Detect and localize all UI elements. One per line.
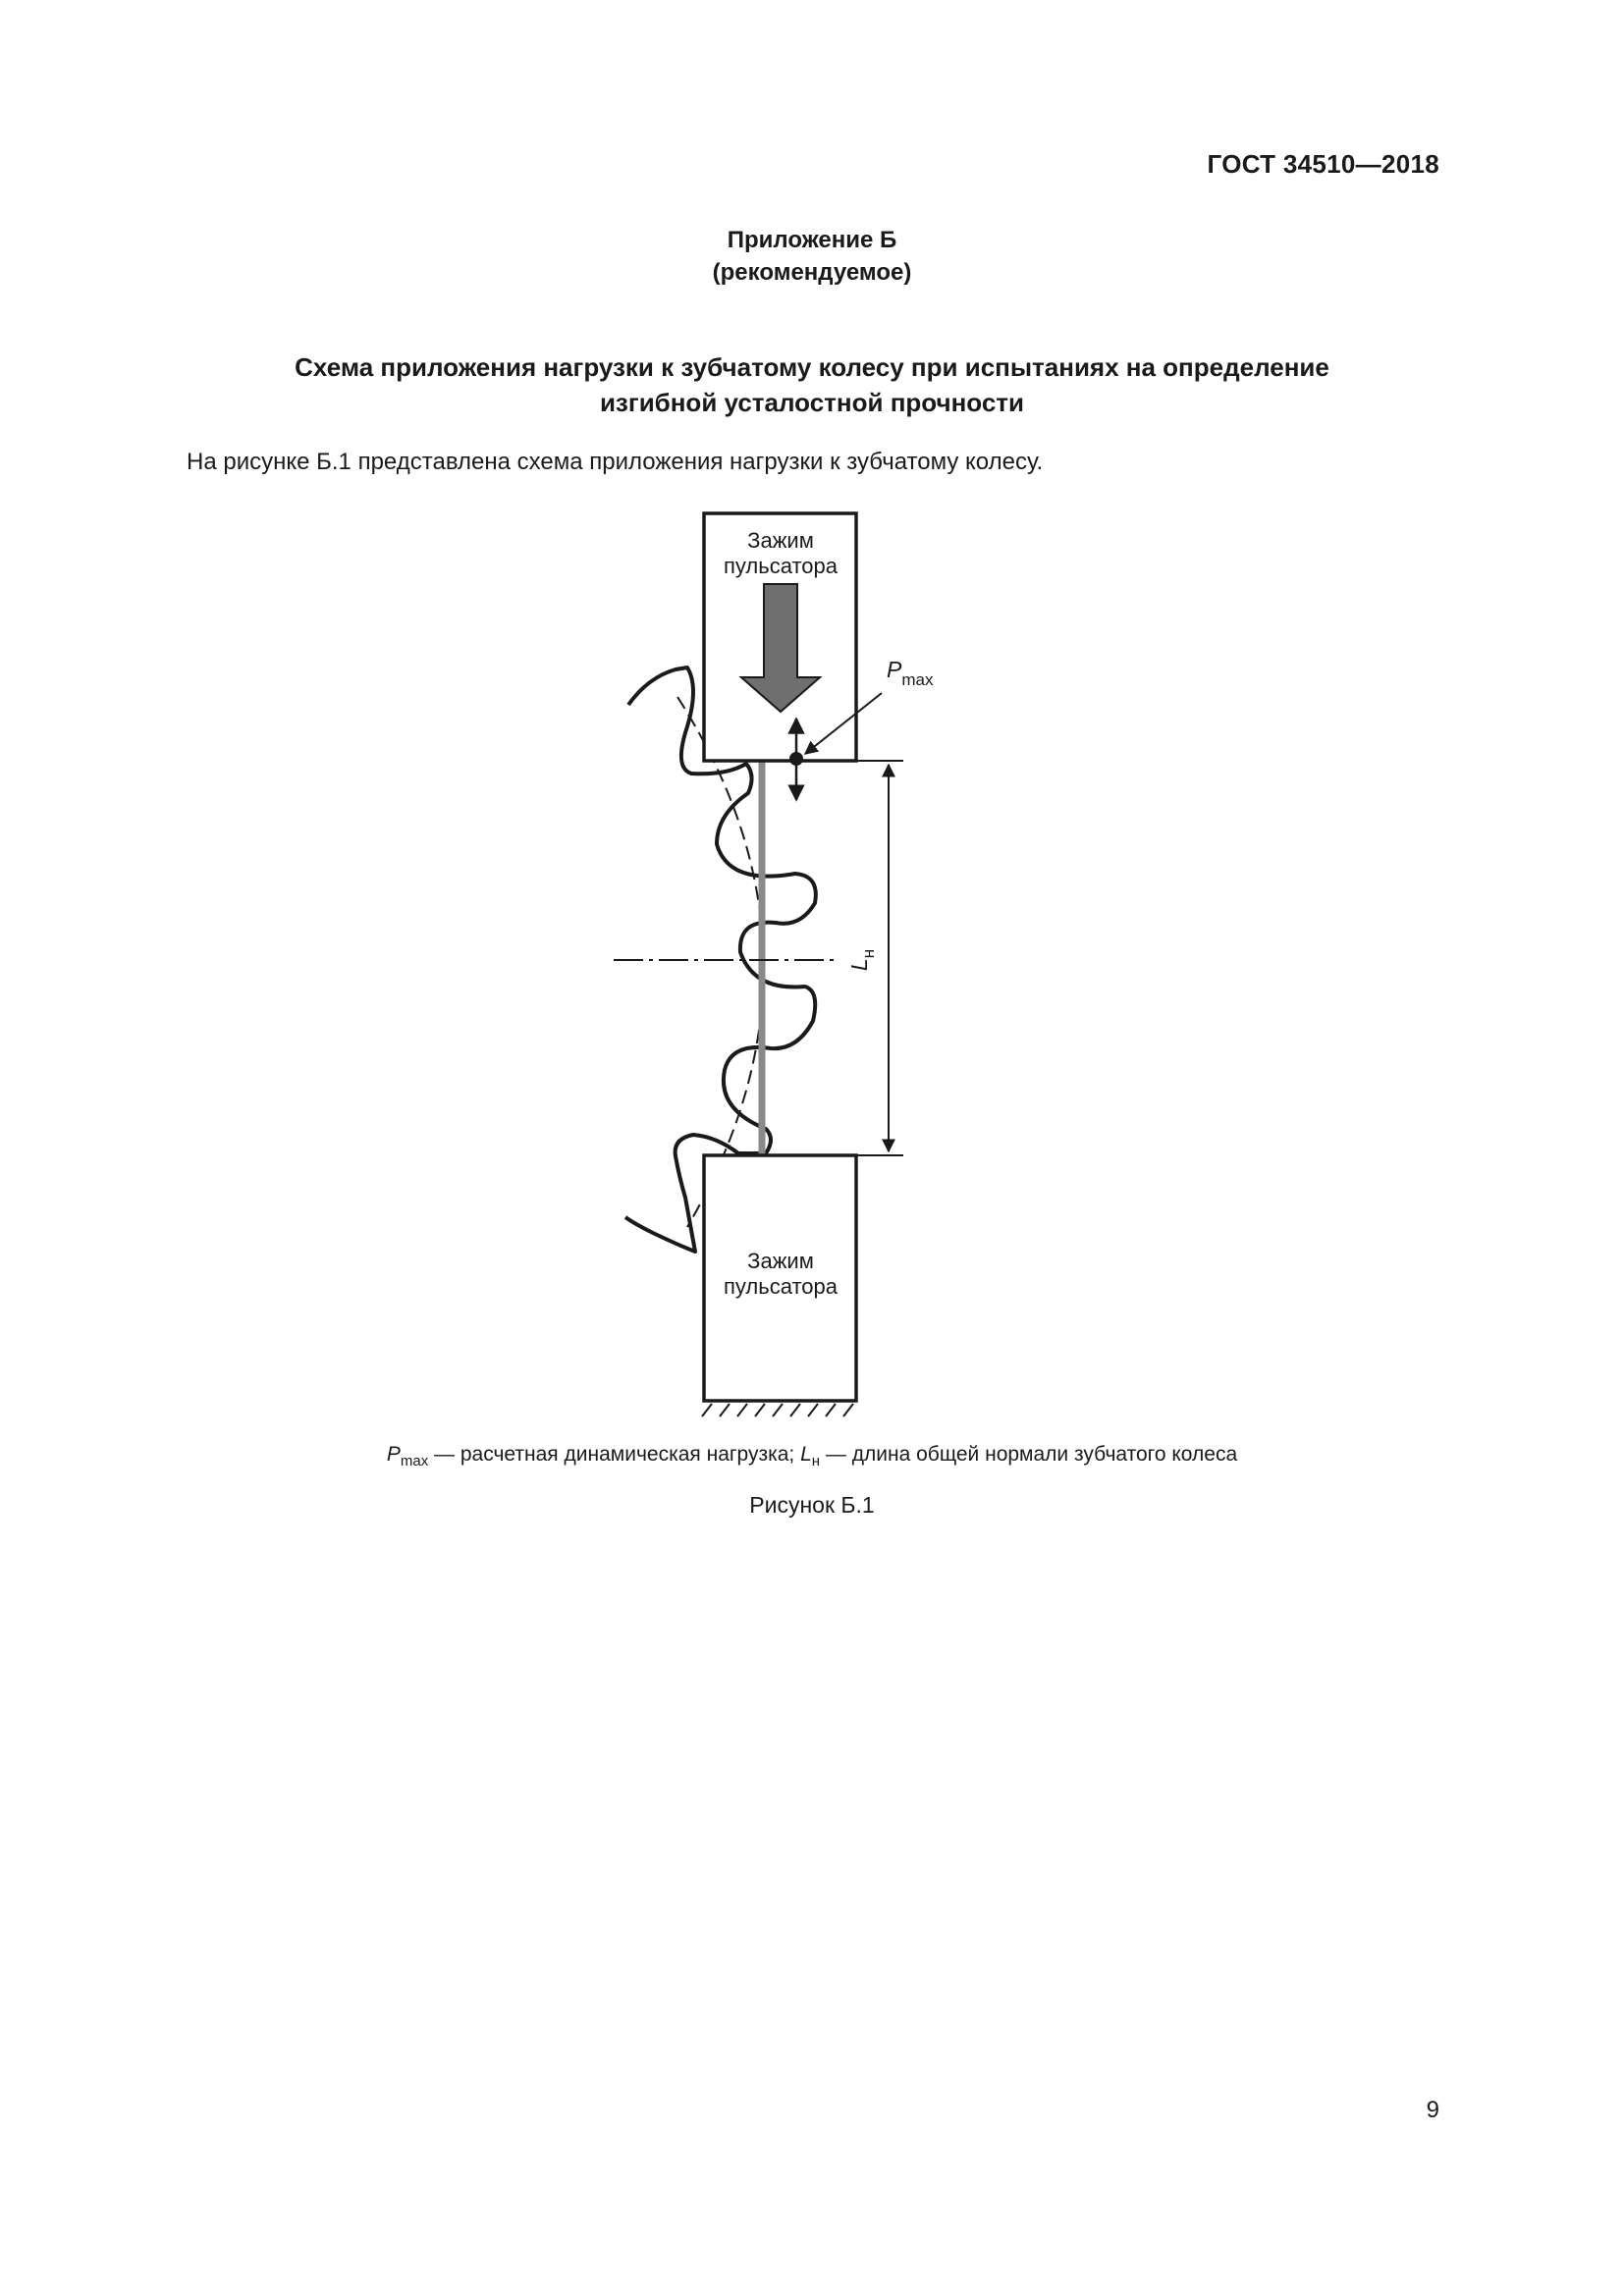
page-number: 9 [1426, 2097, 1439, 2123]
section-title [0, 349, 1624, 420]
legend-l-text: — длина общей нормали зубчатого колеса [820, 1443, 1238, 1466]
annex-status: (рекомендуемое) [712, 259, 912, 286]
ground-hatching [702, 1404, 853, 1416]
intro-paragraph: На рисунке Б.1 представлена схема приложения нагрузки к зубчатому колесу. [187, 449, 1044, 475]
legend-p-symbol: P [386, 1443, 401, 1466]
legend-l-symbol: L [800, 1443, 812, 1466]
annex-heading [0, 224, 1624, 289]
lower-clamp-label-2: пульсатора [723, 1274, 839, 1299]
figure-caption: Рисунок Б.1 [749, 1492, 875, 1518]
figure-legend [0, 1443, 1624, 1469]
section-title-line-1: Схема приложения нагрузки к зубчатому колесу при испытаниях на определение [295, 352, 1329, 382]
annex-title: Приложение Б [727, 227, 897, 253]
load-point [789, 752, 803, 766]
load-scheme-figure [589, 501, 1001, 1423]
legend-l-subscript: н [811, 1453, 821, 1470]
upper-clamp-label-1: Зажим [747, 528, 814, 553]
length-symbol-label: $L_н$ [846, 948, 878, 972]
document-standard-code: ГОСТ 34510—2018 [1207, 149, 1439, 179]
load-symbol-label: $P_{max}$ [887, 657, 934, 689]
section-title-line-2: изгибной усталостной прочности [599, 388, 1025, 417]
legend-p-subscript: max [400, 1453, 429, 1470]
lower-clamp-label-1: Зажим [747, 1249, 814, 1273]
legend-p-text: — расчетная динамическая нагрузка; [428, 1443, 801, 1466]
upper-clamp-label-2: пульсатора [723, 554, 839, 578]
